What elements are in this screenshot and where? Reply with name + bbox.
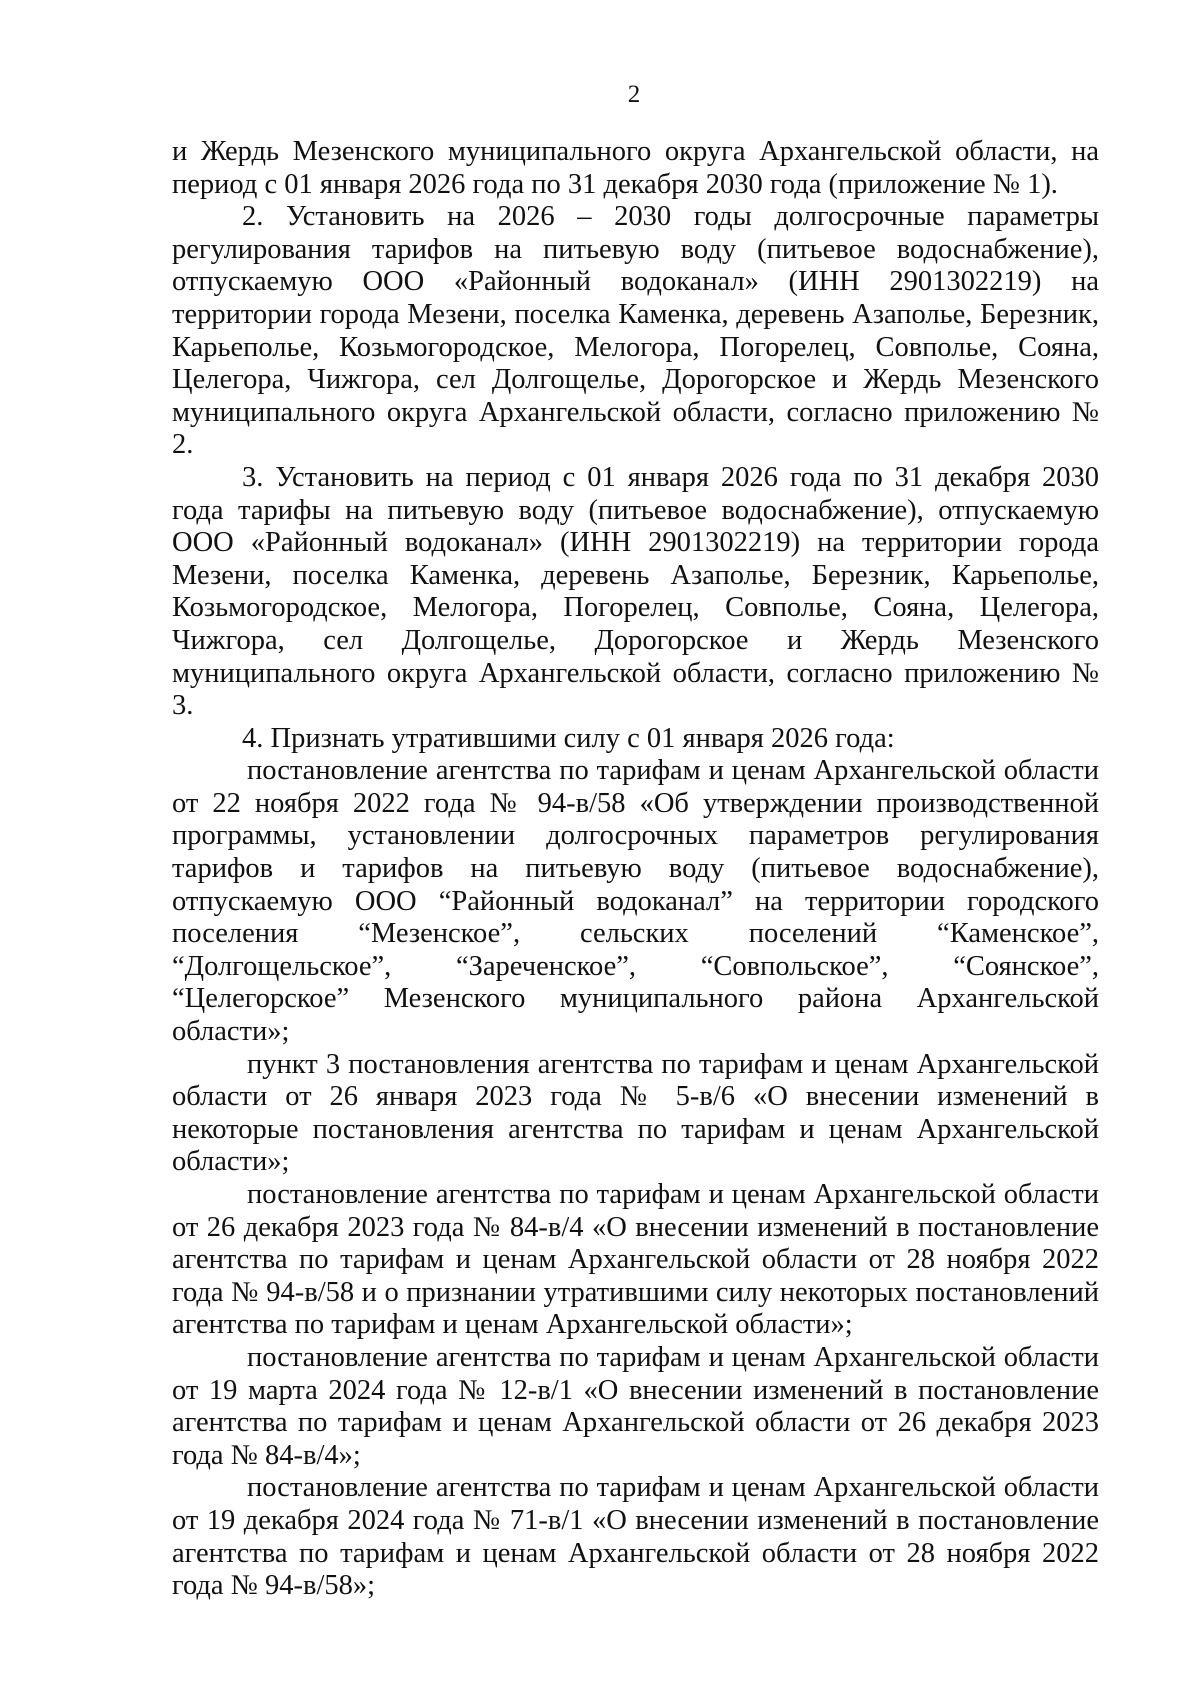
page-number: 2 bbox=[627, 81, 641, 108]
repealed-act-3: постановление агентства по тарифам и ценам Архангельской области от 26 декабря 2023 года № 84-в/4 «О внесении изменений в постановление агентства по тарифам и ценам Архангельской области от 28 ноября 2022 года № 94-в/58 и о признании утратившими силу некоторых постановлений агентства по тарифам и ценам Архангельской области»; bbox=[172, 1179, 1099, 1341]
paragraph-item-2: 2. Установить на 2026 – 2030 годы долгосрочные параметры регулирования тарифов на питьевую воду (питьевое водоснабжение), отпускаемую ООО «Районный водоканал» (ИНН 2901302219) на территории города Мезени, поселка Каменка, деревень Азаполье, Березник, Карьеполье, Козьмогородское, Мелогора, Погорелец, Совполье, Сояна, Целегора, Чижгора, сел Долгощелье, Дорогорское и Жердь Мезенского муниципального округа Архангельской области, согласно приложению № 2. bbox=[172, 201, 1099, 461]
paragraph-item-3: 3. Установить на период с 01 января 2026 года по 31 декабря 2030 года тарифы на питьевую воду (питьевое водоснабжение), отпускаемую ООО «Районный водоканал» (ИНН 2901302219) на территории города Мезени, поселка Каменка, деревень Азаполье, Березник, Карьеполье, Козьмогородское, Мелогора, Погорелец, Совполье, Сояна, Целегора, Чижгора, сел Долгощелье, Дорогорское и Жердь Мезенского муниципального округа Архангельской области, согласно приложению № 3. bbox=[172, 461, 1099, 722]
paragraph-continuation: и Жердь Мезенского муниципального округа Архангельской области, на период с 01 января 2026 года по 31 декабря 2030 года (приложение № 1). bbox=[172, 136, 1099, 200]
paragraph-item-4: 4. Признать утратившими силу с 01 января 2026 года: bbox=[242, 722, 895, 754]
document-body bbox=[172, 136, 1099, 1603]
repealed-act-2: пункт 3 постановления агентства по тарифам и ценам Архангельской области от 26 января 2023 года № 5-в/6 «О внесении изменений в некоторые постановления агентства по тарифам и ценам Архангельской области»; bbox=[172, 1048, 1099, 1178]
repealed-act-4: постановление агентства по тарифам и ценам Архангельской области от 19 марта 2024 года № 12-в/1 «О внесении изменений в постановление агентства по тарифам и ценам Архангельской области от 26 декабря 2023 года № 84-в/4»; bbox=[172, 1341, 1099, 1471]
repealed-act-1: постановление агентства по тарифам и ценам Архангельской области от 22 ноября 2022 года № 94-в/58 «Об утверждении производственной программы, установлении долгосрочных параметров регулирования тарифов и тарифов на питьевую воду (питьевое водоснабжение), отпускаемую ООО “Районный водоканал” на территории городского поселения “Мезенское”, сельских поселений “Каменское”, “Долгощельское”, “Зареченское”, “Совпольское”, “Соянское”, “Целегорское” Мезенского муниципального района Архангельской области»; bbox=[172, 755, 1099, 1048]
repealed-act-5: постановление агентства по тарифам и ценам Архангельской области от 19 декабря 2024 года № 71-в/1 «О внесении изменений в постановление агентства по тарифам и ценам Архангельской области от 28 ноября 2022 года № 94-в/58»; bbox=[172, 1472, 1099, 1602]
